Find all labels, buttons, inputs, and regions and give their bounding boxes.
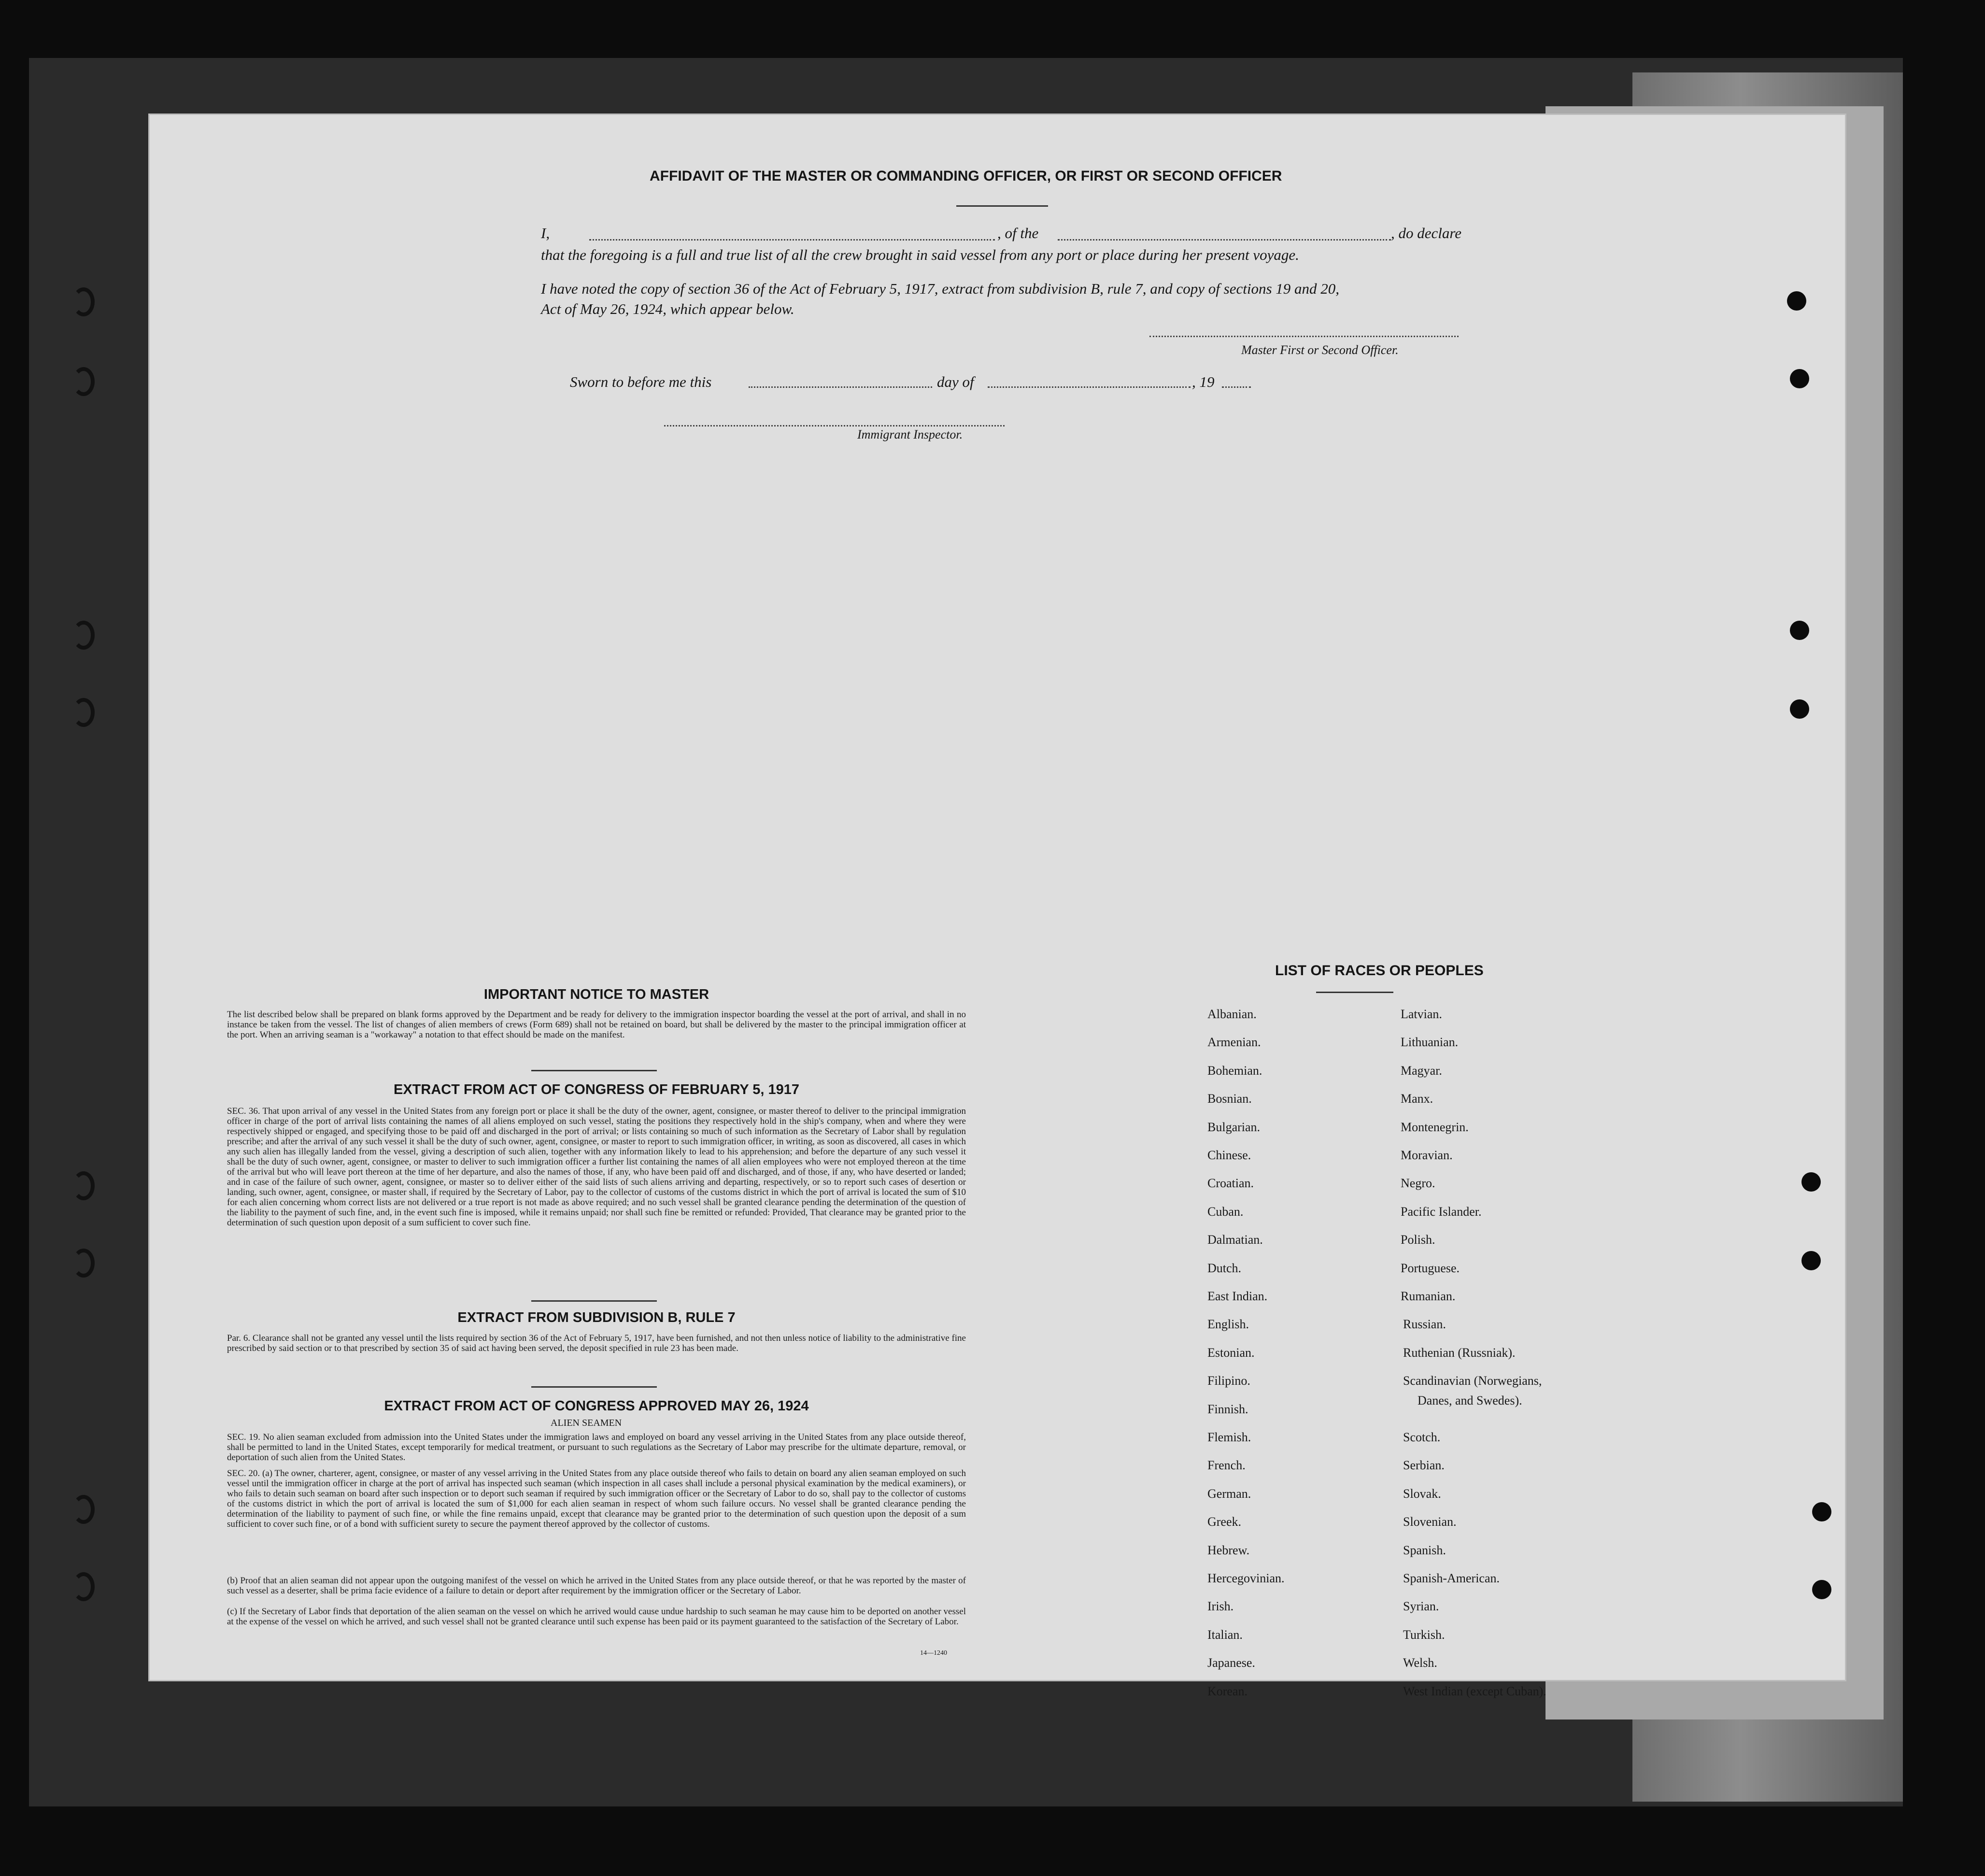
race-item: Greek. [1207, 1515, 1242, 1529]
race-item: Albanian. [1207, 1007, 1257, 1021]
race-item: Scotch. [1403, 1430, 1441, 1444]
race-item: Croatian. [1207, 1176, 1254, 1190]
punch-hole-icon [1812, 1502, 1831, 1521]
affidavit-text-line2: that the foregoing is a full and true list of all the crew brought in said vessel from any port or place during her present voyage. [541, 246, 1299, 263]
races-title-rule [1316, 992, 1393, 993]
race-item: Dalmatian. [1207, 1233, 1263, 1247]
race-item: Syrian. [1403, 1599, 1439, 1613]
race-item: Filipino. [1207, 1374, 1250, 1388]
race-item: Rumanian. [1401, 1289, 1456, 1303]
name-blank-field[interactable] [589, 239, 995, 241]
act-1917-body: SEC. 36. That upon arrival of any vessel in the United States from any foreign port or place it shall be the duty of the owner, agent, consignee, or master thereof to deliver to the principal immigration officer in charge of the port of arrival lists containing the names of all aliens employed on such vessel, stating the positions they respectively hold in the ship's company, when and where they were respectively shipped or engaged, and specifying those to be paid off and discharged in the port of arrival; or lists containing so much of such information as the Secretary of Labor shall by regulation prescribe; and after the arrival of any such vessel it shall be the duty of such owner, agent, consignee, or master to report to such immigration officer, in writing, as soon as discovered, all cases in which any such alien has illegally landed from the vessel, giving a description of such alien, together with any information likely to lead to his apprehension; and before the departure of any such vessel it shall be the duty of such owner, agent, consignee, or master to deliver to such immigration officer a further list containing the names of all alien employees who were not employed thereon at the time of the arrival but who will leave port thereon at the time of her departure, and also the names of those, if any, who have been paid off and discharged, and of those, if any, who have deserted or landed; and in case of the failure of such owner, agent, consignee, or master so to deliver either of the said lists of such aliens arriving and departing, respectively, or so to report such cases of desertion or landing, such owner, agent, consignee, or master shall, if required by the Secretary of Labor, pay to the collector of customs of the customs district in which the port of arrival is located the sum of $10 for each alien concerning whom correct lists are not delivered or a true report is not made as above required; and no such vessel shall be granted clearance pending the determination of the question of the liability to the payment of such fine, and, in the event such fine is imposed, while it remains unpaid; nor shall such fine be remitted or refunded: Provided, That clearance may be granted prior to the determination of such question upon deposit of a sum sufficient to cover such fine. [227, 1106, 966, 1228]
race-item: Lithuanian. [1401, 1035, 1459, 1049]
race-item: Armenian. [1207, 1035, 1261, 1049]
act-1924-sec20b: (b) Proof that an alien seaman did not appear upon the outgoing manifest of the vessel on which he arrived in the United States from any place outside thereof, or that he was reported by the master of such vessel as a deserter, shall be prima facie evidence of a failure to detain or deport after requirement by the immigration officer or the Secretary of Labor. [227, 1576, 966, 1596]
race-item: Serbian. [1403, 1458, 1445, 1472]
race-item: Hercegovinian. [1207, 1571, 1285, 1585]
race-item: Korean. [1207, 1684, 1248, 1698]
race-item: Ruthenian (Russniak). [1403, 1346, 1516, 1360]
race-item: West Indian (except Cuban). [1403, 1684, 1546, 1698]
race-item: Polish. [1401, 1233, 1435, 1247]
race-item: Turkish. [1403, 1628, 1445, 1642]
punch-hole-icon [1812, 1580, 1831, 1599]
affidavit-text-line4: Act of May 26, 1924, which appear below. [541, 300, 794, 317]
race-item: German. [1207, 1487, 1251, 1501]
section-rule [531, 1070, 657, 1071]
sworn-day-field[interactable] [749, 386, 932, 388]
act-1924-sec19: SEC. 19. No alien seaman excluded from admission into the United States under the immigration laws and employed on board any vessel arriving in the United States from any place outside thereof, shall be permitted to land in the United States, except temporarily for medical treatment, or pursuant to such regulations as the Secretary of Labor may prescribe for the ultimate departure, removal, or deportation of such alien from the United States. [227, 1432, 966, 1463]
race-item: Italian. [1207, 1628, 1243, 1642]
punch-hole-icon [1787, 291, 1806, 311]
race-item: Bosnian. [1207, 1092, 1252, 1106]
race-item: Bohemian. [1207, 1064, 1262, 1078]
race-item: Slovak. [1403, 1487, 1441, 1501]
race-item: Magyar. [1401, 1064, 1442, 1078]
punch-hole-icon [1790, 699, 1809, 719]
act-1924-sec20c: (c) If the Secretary of Labor finds that deportation of the alien seaman on the vessel on which he arrived would cause undue hardship to such seaman he may cause him to be deported on another vessel at the expense of the vessel on which he arrived, and such vessel shall not be granted clearance until such expense has been paid or its payment guaranteed to the satisfaction of the Secretary of Labor. [227, 1606, 966, 1627]
race-item: Spanish-American. [1403, 1571, 1500, 1585]
binder-ring-icon [72, 1249, 95, 1278]
affidavit-text-do-declare: , do declare [1391, 225, 1462, 242]
affidavit-title: AFFIDAVIT OF THE MASTER OR COMMANDING OFFICER, OR FIRST OR SECOND OFFICER [650, 168, 1282, 184]
rule-7-title: EXTRACT FROM SUBDIVISION B, RULE 7 [457, 1310, 736, 1325]
race-item: Bulgarian. [1207, 1120, 1261, 1134]
race-item: Chinese. [1207, 1148, 1251, 1162]
race-item: Cuban. [1207, 1205, 1244, 1219]
sworn-year-prefix: , 19 [1192, 373, 1215, 390]
sworn-day-of: day of [937, 373, 974, 390]
punch-hole-icon [1801, 1172, 1821, 1192]
section-rule [531, 1300, 657, 1302]
race-item: Flemish. [1207, 1430, 1251, 1444]
binder-ring-icon [72, 1171, 95, 1200]
race-item: Hebrew. [1207, 1543, 1250, 1557]
sworn-month-field[interactable] [988, 386, 1191, 388]
inspector-signature-field[interactable] [664, 425, 1005, 426]
binder-ring-icon [72, 367, 95, 396]
sworn-text: Sworn to before me this [570, 373, 712, 390]
title-rule [956, 205, 1048, 207]
punch-hole-icon [1801, 1251, 1821, 1270]
race-item: Spanish. [1403, 1543, 1446, 1557]
binder-ring-icon [72, 1495, 95, 1524]
race-item: Pacific Islander. [1401, 1205, 1482, 1219]
punch-hole-icon [1790, 621, 1809, 640]
race-item: Welsh. [1403, 1656, 1437, 1670]
race-item: Dutch. [1207, 1261, 1242, 1275]
act-1924-sec20a: SEC. 20. (a) The owner, charterer, agent, consignee, or master of any vessel arriving in the United States from any place outside thereof who fails to detain on board any alien seaman employed on such vessel until the immigration officer in charge at the port of arrival has inspected such seaman (which inspection in all cases shall include a personal physical examination by the medical examiners), or who fails to detain such seaman on board after such inspection or to deport such seaman if required by such immigration officer or the Secretary of Labor to do so, shall pay to the collector of customs of the customs district in which the port of arrival is located the sum of $1,000 for each alien seaman in respect of whom such failure occurs. No vessel shall be granted clearance pending the determination of the liability to payment of such fine, or while the fine remains unpaid, except that clearance may be granted prior to the determination of such question upon the deposit of a sum sufficient to cover such fine, or of a bond with sufficient surety to secure the payment thereof approved by the collector of customs. [227, 1468, 966, 1529]
race-item: East Indian. [1207, 1289, 1268, 1303]
race-item: Moravian. [1401, 1148, 1453, 1162]
race-item: Japanese. [1207, 1656, 1255, 1670]
race-item: Scandinavian (Norwegians, [1403, 1374, 1542, 1388]
binder-ring-icon [72, 621, 95, 650]
binder-ring-icon [72, 287, 95, 316]
vessel-blank-field[interactable] [1058, 239, 1391, 241]
race-item: French. [1207, 1458, 1246, 1472]
races-title: LIST OF RACES OR PEOPLES [1275, 963, 1484, 979]
act-1917-title: EXTRACT FROM ACT OF CONGRESS OF FEBRUARY 5, 1917 [393, 1082, 800, 1097]
race-item: Estonian. [1207, 1346, 1255, 1360]
punch-hole-icon [1790, 369, 1809, 388]
act-1924-subtitle: ALIEN SEAMEN [551, 1418, 622, 1428]
act-1924-title: EXTRACT FROM ACT OF CONGRESS APPROVED MAY 26, 1924 [384, 1398, 809, 1414]
race-item: Montenegrin. [1401, 1120, 1469, 1134]
race-item: Russian. [1403, 1317, 1446, 1331]
inspector-caption: Immigrant Inspector. [857, 427, 963, 441]
race-item: Negro. [1401, 1176, 1435, 1190]
master-caption: Master First or Second Officer. [1241, 343, 1399, 357]
notice-title: IMPORTANT NOTICE TO MASTER [483, 987, 709, 1002]
master-signature-field[interactable] [1149, 336, 1459, 337]
sworn-year-field[interactable] [1222, 386, 1251, 388]
rule-7-body: Par. 6. Clearance shall not be granted any vessel until the lists required by section 36 of the Act of February 5, 1917, have been furnished, and not then unless notice of liability to the administrative fine prescribed by said section or to that prescribed by section 35 of said act having been served, the deposit specified in rule 23 has been made. [227, 1333, 966, 1353]
notice-body: The list described below shall be prepared on blank forms approved by the Department and be ready for delivery to the immigration inspector boarding the vessel at the port of arrival, and shall in no instance be taken from the vessel. The list of changes of alien members of crews (Form 689) shall not be retained on board, but shall be delivered by the master to the principal immigration officer at the port. When an arriving seaman is a "workaway" a notation to that effect should be made on the manifest. [227, 1009, 966, 1040]
affidavit-text-line3: I have noted the copy of section 36 of the Act of February 5, 1917, extract from subdivision B, rule 7, and copy of sections 19 and 20, [541, 280, 1340, 297]
race-item: English. [1207, 1317, 1249, 1331]
section-rule [531, 1386, 657, 1388]
race-item: Manx. [1401, 1092, 1433, 1106]
binder-ring-icon [72, 698, 95, 727]
binder-ring-icon [72, 1572, 95, 1601]
race-item: Finnish. [1207, 1402, 1248, 1416]
race-item: Danes, and Swedes). [1418, 1393, 1522, 1407]
affidavit-text-i: I, [541, 225, 550, 242]
affidavit-text-of-the: , of the [997, 225, 1039, 242]
form-number: 14—1240 [920, 1649, 947, 1657]
race-item: Slovenian. [1403, 1515, 1457, 1529]
race-item: Portuguese. [1401, 1261, 1460, 1275]
race-item: Irish. [1207, 1599, 1234, 1613]
race-item: Latvian. [1401, 1007, 1442, 1021]
